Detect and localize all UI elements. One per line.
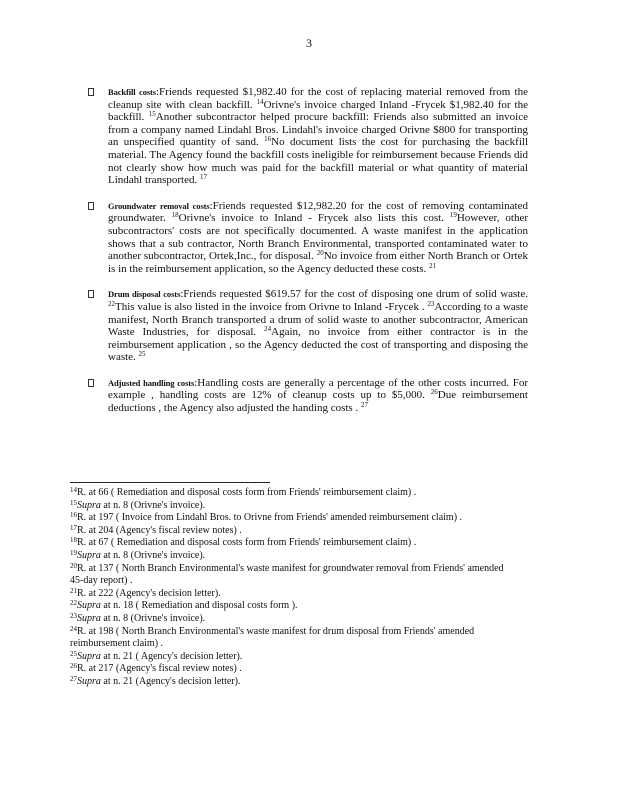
- bullet-text: No document lists the cost for purchasing the backfill material. The Agency found the backfill costs ineligible for reimbursement because Friends did not clearly show how much was paid for the backfill material or what quantity of material Lindahl transported.: [108, 136, 528, 187]
- bullet-drum-disposal-costs: [88, 288, 528, 364]
- footnote-text: at n. 21 ( Agency's decision letter).: [100, 650, 243, 662]
- footnote-21: [70, 588, 510, 601]
- footnote-text: at n. 8 (Orivne's invoice).: [100, 612, 206, 624]
- bullet-title: Groundwater removal costs: [108, 200, 210, 211]
- footnote-ref[interactable]: 24: [264, 325, 272, 334]
- bullet-text: Orivne's invoice to Inland - Frycek also lists this cost.: [178, 212, 450, 225]
- checkbox-bullet-icon: [88, 379, 94, 387]
- footnote-ref[interactable]: 17: [199, 173, 207, 182]
- footnote-14: [70, 487, 510, 500]
- footnote-text: R. at 204 (Agency's fiscal review notes) .: [77, 524, 242, 536]
- footnote-26: [70, 663, 510, 676]
- footnote-text: at n. 21 (Agency's decision letter).: [100, 675, 241, 687]
- footnote-27: [70, 676, 510, 689]
- bullet-adjusted-handling-costs: [88, 377, 528, 415]
- footnote-18: [70, 537, 510, 550]
- footnote-divider: [70, 482, 270, 483]
- footnote-ref[interactable]: 23: [427, 299, 435, 308]
- footnote-22: [70, 600, 510, 613]
- footnote-supra: Supra: [77, 499, 101, 511]
- footnote-number: 23: [70, 611, 77, 620]
- footnote-number: 26: [70, 662, 77, 671]
- footnotes: [70, 487, 510, 689]
- footnote-23: [70, 613, 510, 626]
- footnote-ref[interactable]: 27: [360, 401, 368, 410]
- bullet-text: :Friends requested $12,982.20 for the cost of removing contaminated groundwater.: [108, 199, 528, 225]
- footnote-supra: Supra: [77, 612, 101, 624]
- footnote-text: R. at 222 (Agency's decision letter).: [77, 587, 221, 599]
- page-number: 3: [306, 36, 312, 50]
- bullet-text: Due reimbursement deductions , the Agency also adjusted the handing costs .: [108, 389, 528, 415]
- footnote-number: 19: [70, 548, 77, 557]
- footnote-supra: Supra: [77, 650, 101, 662]
- checkbox-bullet-icon: [88, 290, 94, 298]
- bullet-text: Again, no invoice from either contractor is in the reimbursement application , so the Agency deducted the cost of transporting and disposing the waste.: [108, 326, 528, 364]
- footnote-text: at n. 8 (Orivne's invoice).: [100, 549, 206, 561]
- footnote-19: [70, 550, 510, 563]
- bullet-text: :Friends requested $619.57 for the cost of disposing one drum of solid waste.: [180, 288, 528, 301]
- bullet-groundwater-removal-costs: [88, 200, 528, 276]
- footnote-number: 16: [70, 511, 77, 520]
- footnote-supra: Supra: [77, 600, 101, 612]
- bullet-backfill-costs: [88, 86, 528, 187]
- footnote-supra: Supra: [77, 675, 101, 687]
- bullet-text: However, other subcontractors' costs are not specifically documented. A waste manifest in the application shows that a sub contractor, North Branch Environmental, transported contaminated water to another subcontractor, Ortek,Inc., for disposal.: [108, 212, 528, 263]
- footnote-number: 21: [70, 586, 77, 595]
- footnote-number: 14: [70, 486, 77, 494]
- footnote-number: 15: [70, 498, 77, 507]
- bullet-text: Another subcontractor helped procure backfill: Friends also submitted an invoice from a company named Lindahl Bros. Lindahl's invoice charged Orivne $800 for transporting an unspecified quantity of sand.: [108, 111, 528, 149]
- footnote-ref[interactable]: 25: [138, 350, 146, 359]
- footnote-number: 25: [70, 649, 77, 658]
- footnote-text: R. at 137 ( North Branch Environmental's waste manifest for groundwater removal from Friends' amended 45-day report) .: [70, 562, 504, 587]
- footnote-ref[interactable]: 22: [108, 299, 115, 308]
- footnote-number: 18: [70, 536, 77, 545]
- footnote-number: 22: [70, 599, 77, 608]
- footnote-text: R. at 198 ( North Branch Environmental's waste manifest for drum disposal from Friends' amended reimbursement claim) .: [70, 625, 475, 650]
- bullet-title: Adjusted handling costs: [108, 377, 195, 388]
- footnote-text: R. at 197 ( Invoice from Lindahl Bros. to Orivne from Friends' amended reimbursement claim) .: [77, 512, 463, 524]
- bullet-title: Backfill costs: [108, 87, 156, 97]
- bullet-list: [88, 86, 528, 428]
- footnote-supra: Supra: [77, 549, 101, 561]
- footnote-ref[interactable]: 14: [256, 97, 264, 106]
- footnote-text: R. at 217 (Agency's fiscal review notes) .: [77, 663, 242, 675]
- footnote-number: 20: [70, 561, 77, 570]
- footnote-ref[interactable]: 15: [148, 110, 156, 119]
- footnote-ref[interactable]: 26: [430, 388, 438, 397]
- bullet-text: :Handling costs are generally a percentage of the other costs incurred. For example , handling costs are 12% of cleanup costs up to $5,000.: [108, 376, 528, 402]
- footnote-text: R. at 66 ( Remediation and disposal costs form from Friends' reimbursement claim) .: [77, 487, 417, 498]
- footnote-15: [70, 500, 510, 513]
- bullet-text: This value is also listed in the invoice from Orivne to Inland -Frycek .: [115, 300, 428, 313]
- footnote-ref[interactable]: 16: [264, 135, 272, 144]
- footnote-17: [70, 525, 510, 538]
- checkbox-bullet-icon: [88, 88, 94, 96]
- footnote-number: 17: [70, 523, 77, 532]
- footnote-25: [70, 651, 510, 664]
- footnote-ref[interactable]: 19: [449, 211, 457, 220]
- checkbox-bullet-icon: [88, 202, 94, 210]
- bullet-text: According to a waste manifest, North Branch transported a drum of solid waste to another subcontractor, American Waste Industries, for disposal.: [108, 300, 528, 339]
- footnote-number: 24: [70, 624, 77, 633]
- footnote-ref[interactable]: 18: [171, 211, 179, 220]
- footnote-ref[interactable]: 20: [316, 249, 324, 258]
- footnote-text: R. at 67 ( Remediation and disposal costs form from Friends' reimbursement claim) .: [77, 537, 417, 549]
- footnote-text: at n. 8 (Orivne's invoice).: [100, 499, 206, 511]
- bullet-title: Drum disposal costs: [108, 289, 181, 300]
- footnote-24: [70, 626, 510, 651]
- footnote-20: [70, 563, 510, 588]
- footnote-16: [70, 512, 510, 525]
- bullet-text: No invoice from either North Branch or Ortek is in the reimbursement application, so the Agency deducted these costs.: [108, 250, 528, 275]
- bullet-text: :Friends requested $1,982.40 for the cost of replacing material removed from the cleanup site with clean backfill.: [108, 86, 528, 111]
- footnote-ref[interactable]: 21: [429, 261, 437, 270]
- footnote-text: at n. 18 ( Remediation and disposal costs form ).: [100, 600, 298, 612]
- bullet-text: Orivne's invoice charged Inland -Frycek $1,982.40 for the backfill.: [108, 98, 528, 124]
- footnote-number: 27: [70, 674, 77, 683]
